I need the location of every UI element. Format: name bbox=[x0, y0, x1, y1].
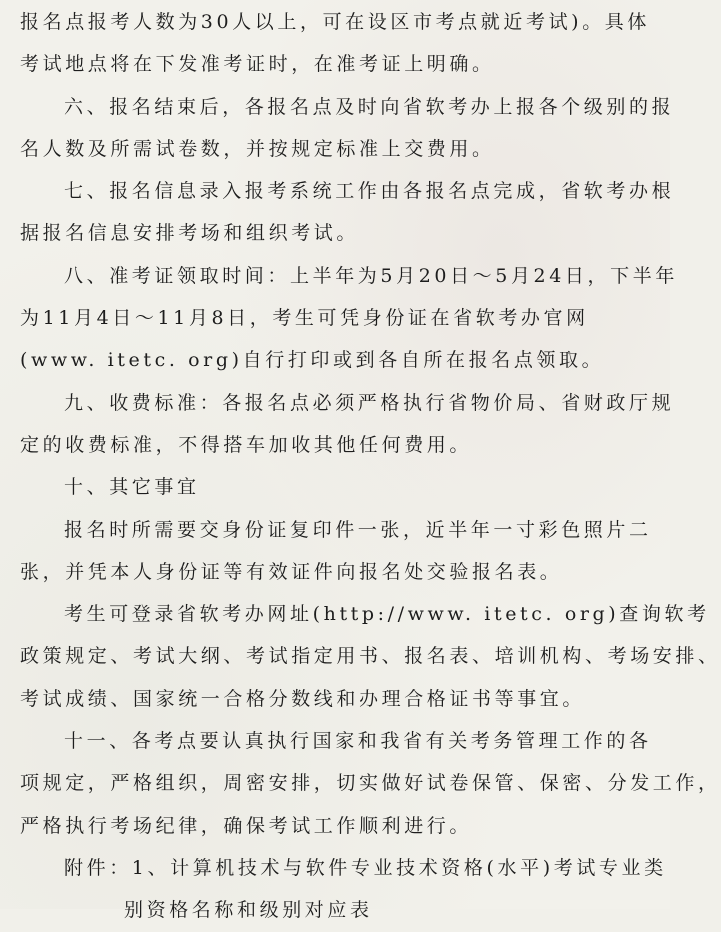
text-line: 名人数及所需试卷数，并按规定标准上交费用。 bbox=[20, 137, 495, 160]
attachment-continuation-line: 别资格名称和级别对应表 bbox=[124, 899, 373, 922]
text-line: 政策规定、考试大纲、考试指定用书、报名表、培训机构、考场安排、 bbox=[20, 645, 721, 668]
paragraph-nine-line: 九、收费标准：各报名点必须严格执行省物价局、省财政厅规 bbox=[64, 391, 675, 414]
attachment-line: 附件：1、计算机技术与软件专业技术资格(水平)考试专业类 bbox=[64, 856, 667, 879]
paragraph-eleven-line: 十一、各考点要认真执行国家和我省有关考务管理工作的各 bbox=[64, 730, 652, 753]
text-line: 据报名信息安排考场和组织考试。 bbox=[20, 222, 360, 245]
text-line: 定的收费标准，不得搭车加收其他任何费用。 bbox=[20, 433, 473, 456]
paragraph-eight-line: 八、准考证领取时间：上半年为5月20日～5月24日，下半年 bbox=[64, 264, 678, 287]
text-line: 报名点报考人数为30人以上，可在设区市考点就近考试)。具体 bbox=[20, 11, 650, 33]
text-line: 考试成绩、国家统一合格分数线和办理合格证书等事宜。 bbox=[20, 687, 586, 710]
text-line: 张，并凭本人身份证等有效证件向报名处交验报名表。 bbox=[20, 560, 563, 583]
text-line: 为11月4日～11月8日，考生可凭身份证在省软考办官网 bbox=[20, 307, 589, 330]
paragraph-six-line: 六、报名结束后，各报名点及时向省软考办上报各个级别的报 bbox=[64, 95, 675, 118]
section-ten-heading: 十、其它事宜 bbox=[64, 476, 200, 499]
text-line: (www. itetc. org)自行打印或到各自所在报名点领取。 bbox=[20, 349, 605, 372]
paragraph-seven-line: 七、报名信息录入报考系统工作由各报名点完成，省软考办根 bbox=[64, 180, 675, 203]
paragraph-line: 考生可登录省软考办网址(http://www. itetc. org)查询软考 bbox=[64, 603, 710, 626]
text-line: 项规定，严格组织，周密安排，切实做好试卷保管、保密、分发工作， bbox=[20, 772, 721, 795]
text-line: 严格执行考场纪律，确保考试工作顺利进行。 bbox=[20, 814, 473, 837]
text-line: 考试地点将在下发准考证时，在准考证上明确。 bbox=[20, 53, 495, 76]
paragraph-line: 报名时所需要交身份证复印件一张，近半年一寸彩色照片二 bbox=[64, 518, 652, 541]
